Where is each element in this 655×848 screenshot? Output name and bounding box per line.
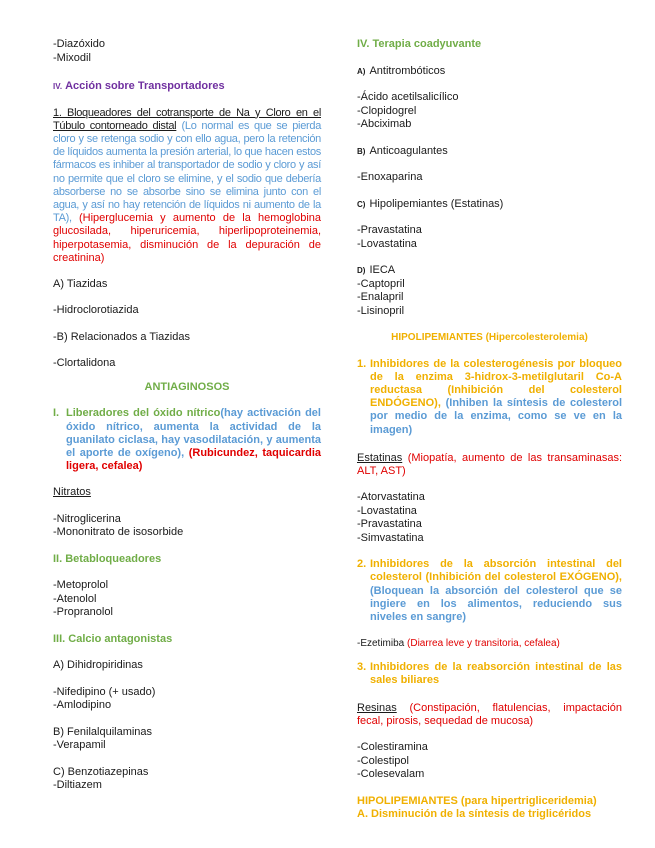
list-item: -Clopidogrel: [357, 104, 417, 117]
item1-explanation: (Lo normal es que se pierda cloro y se retenga sodio y con ello agua, pero la retención de líquidos aumenta la presión arterial, lo que hacen estos fármacos es inhiber al transportador de sodio y cloro y así no permite que el cloro se elimine, y el sodio que debería absorberse no se absorbe sino se elimina junto con el agua, y así no hay retención de líquidos ni aumento de la TA),: [53, 119, 322, 225]
antianginosos-title: ANTIAGINOSOS: [144, 380, 230, 393]
list-item: -Colestiramina: [357, 741, 428, 754]
resinas-paragraph: [357, 702, 622, 728]
subgroup-letter: D): [357, 266, 366, 275]
list-item: -Simvastatina: [357, 531, 424, 544]
estatinas-paragraph: [357, 452, 622, 478]
list-item: -Atenolol: [53, 592, 97, 605]
list-item: -Verapamil: [53, 739, 106, 752]
hipo-item-2-explanation: (Bloquean la absorción del colesterol que se ingiere en los alimentos, reduciendo sus niveles en sangre): [370, 584, 622, 623]
list-item: -Diazóxido: [53, 38, 105, 50]
item-number: 2.: [357, 558, 367, 571]
hipo-item-3: [357, 661, 622, 687]
subgroup-label: C) Benzotiazepinas: [53, 765, 149, 778]
hipolipemiantes-title: HIPOLIPEMIANTES (Hipercolesterolemia): [391, 332, 588, 343]
list-item: -Pravastatina: [357, 518, 422, 531]
hipo-item-2: [357, 558, 622, 624]
resinas-label: Resinas: [357, 702, 397, 715]
terapia-coadyuvante-title: IV. Terapia coadyuvante: [357, 38, 482, 50]
subgroup-label: -B) Relacionados a Tiazidas: [53, 330, 190, 343]
subgroup-letter: A): [357, 66, 366, 76]
subgroup-label: B) Fenilalquilaminas: [53, 725, 153, 738]
section-numeral: IV.: [53, 82, 63, 91]
hipo-item-3-title: Inhibidores de la reabsorción intestinal de las sales biliares: [370, 660, 622, 686]
list-item: -Abciximab: [357, 118, 412, 130]
list-item: -Colesevalam: [357, 768, 425, 781]
list-item: -Nifedipino (+ usado): [53, 685, 156, 698]
list-item: -Amlodipino: [53, 699, 112, 712]
list-item: -Enoxaparina: [357, 171, 423, 183]
list-item: -Diltiazem: [53, 779, 102, 792]
liberadores-item: [53, 407, 321, 473]
hipo-item-2-title: Inhibidores de la absorción intestinal del colesterol (Inhibición del colesterol EXÓGENO),: [370, 558, 622, 584]
liberadores-explanation: (hay activación del óxido nítrico, aumenta la actividad de la guanilato ciclasa, hay vasodilatación, y aumenta el aporte de oxígeno),: [66, 407, 321, 460]
liberadores-title: Liberadores del óxido nítrico: [66, 407, 221, 420]
list-item: -Captopril: [357, 277, 405, 290]
estatinas-adverse-effects: (Miopatía, aumento de las transaminasas: ALT, AST): [357, 451, 623, 477]
item-number: 1.: [357, 357, 367, 370]
right-column: [357, 38, 622, 822]
list-item: -Pravastatina: [357, 224, 422, 236]
subgroup-text: IECA: [369, 264, 396, 276]
subgroup-label: [357, 198, 622, 212]
item1-adverse-effects: (Hiperglucemia y aumento de la hemoglobina glucosilada, hiperuricemia, hiperlipoproteinemia, hiperpotasemia, disminución de la depuración de creatinina): [53, 212, 321, 264]
list-item: -Mixodil: [53, 51, 91, 64]
transporter-paragraph: [53, 107, 321, 265]
subgroup-text: Anticoagulantes: [369, 144, 448, 157]
list-item: -Lisinopril: [357, 304, 405, 317]
subgroup-text: Hipolipemiantes (Estatinas): [369, 197, 504, 210]
ezetimiba-line: [357, 637, 622, 651]
list-item: -Lovastatina: [357, 237, 417, 250]
estatinas-label: Estatinas: [357, 451, 403, 464]
subgroup-label: [357, 145, 622, 159]
section-iv-heading: [53, 80, 321, 94]
list-item: -Propranolol: [53, 606, 113, 619]
section-title: Acción sobre Transportadores: [65, 80, 225, 92]
list-item: -Metoprolol: [53, 579, 109, 592]
list-item: -Colestipol: [357, 754, 409, 767]
nitratos-label: Nitratos: [53, 486, 91, 499]
list-item: -Nitroglicerina: [53, 512, 121, 525]
list-item: -Mononitrato de isosorbide: [53, 526, 184, 539]
subgroup-letter: C): [357, 199, 366, 209]
item1-label: 1. Bloqueadores del cotransporte de Na y Cloro en el Túbulo contorneado distal: [53, 106, 321, 132]
hipertrigliceridemia-item-a: A. Disminución de la síntesis de triglicéridos: [357, 808, 592, 821]
hipo-item-1: [357, 358, 622, 437]
list-item: -Lovastatina: [357, 504, 417, 517]
subgroup-label: A) Dihidropiridinas: [53, 659, 143, 672]
calcio-antagonistas-title: III. Calcio antagonistas: [53, 632, 173, 645]
betabloqueadores-title: II. Betabloqueadores: [53, 552, 162, 565]
liberadores-adverse-effects: (Rubicundez, taquicardia ligera, cefalea): [66, 447, 322, 473]
list-item: -Hidroclorotiazida: [53, 304, 139, 317]
hipo-item-1-explanation: (Inhiben la síntesis de colesterol por medio de la enzima, como se ve en la imagen): [370, 397, 623, 436]
left-column: [53, 38, 321, 793]
list-item: -Atorvastatina: [357, 491, 425, 504]
item-number: 3.: [357, 660, 367, 673]
hipo-item-1-title: Inhibidores de la colesterogénesis por bloqueo de la enzima 3-hidrox-3-metilglutaril Co-A reductasa (Inhibición del colesterol ENDÓGENO),: [370, 357, 622, 410]
subgroup-label: [357, 264, 622, 278]
list-item: -Enalapril: [357, 291, 404, 303]
ezetimiba-adverse-effects: (Diarrea leve y transitoria, cefalea): [407, 638, 560, 650]
list-item: -Ácido acetilsalicílico: [357, 91, 459, 103]
resinas-adverse-effects: (Constipación, flatulencias, impactación fecal, pirosis, sequedad de mucosa): [357, 702, 622, 728]
subgroup-label: A) Tiazidas: [53, 277, 108, 290]
subgroup-label: [357, 65, 622, 79]
list-item: -Clortalidona: [53, 357, 116, 370]
item-numeral: I.: [53, 407, 60, 420]
ezetimiba-drug: -Ezetimiba: [357, 638, 405, 650]
subgroup-letter: B): [357, 146, 366, 156]
subgroup-text: Antitrombóticos: [369, 64, 446, 77]
hipertrigliceridemia-title: HIPOLIPEMIANTES (para hipertrigliceridemia): [357, 794, 597, 807]
